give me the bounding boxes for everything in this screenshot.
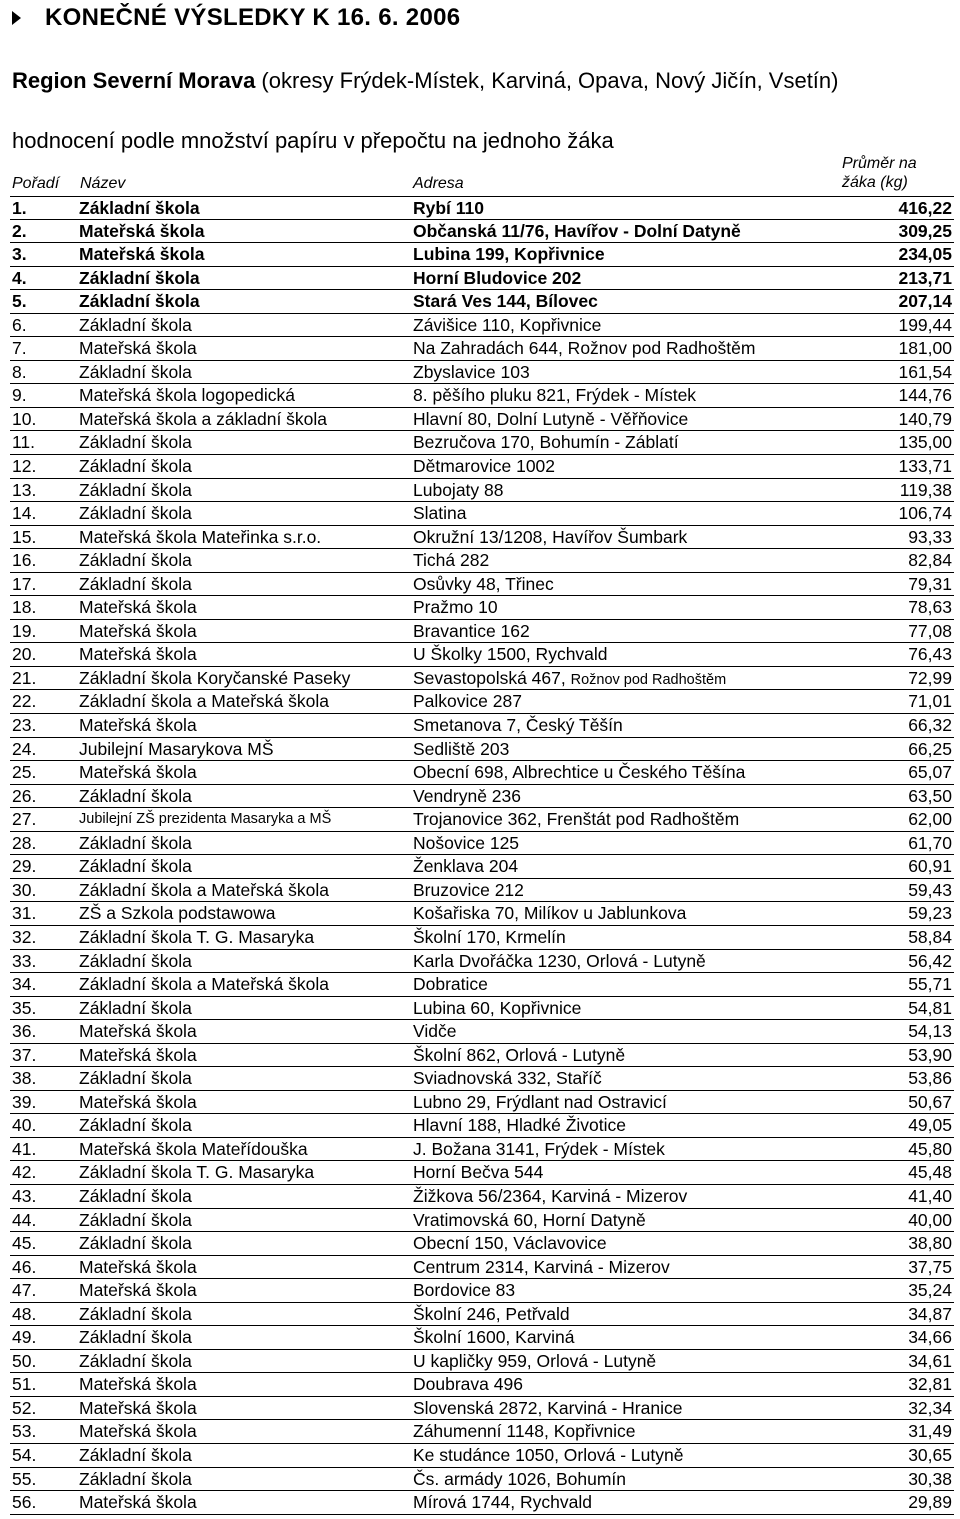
cell-rank: 36. [12,1021,37,1042]
cell-rank: 14. [12,503,37,524]
cell-average: 207,14 [898,291,952,312]
table-row [10,1209,954,1233]
cell-name: Základní škola [79,291,200,312]
cell-address: Slovenská 2872, Karviná - Hranice [413,1397,683,1418]
cell-name: Mateřská škola [79,1044,197,1065]
cell-name: Základní škola a Mateřská škola [79,691,329,712]
table-row [10,643,954,667]
cell-rank: 54. [12,1444,37,1465]
cell-name: Mateřská škola [79,1256,197,1277]
table-row [10,290,954,314]
cell-average: 53,90 [908,1044,952,1065]
cell-name: Mateřská škola [79,1397,197,1418]
cell-rank: 9. [12,385,27,406]
cell-rank: 11. [12,432,36,453]
table-row [10,1091,954,1115]
cell-rank: 34. [12,974,37,995]
table-row [10,431,954,455]
cell-address: Palkovice 287 [413,691,522,712]
cell-name: Mateřská škola [79,244,205,265]
cell-address: Školní 1600, Karviná [413,1327,575,1348]
cell-name: Základní škola [79,198,200,218]
cell-address [413,667,726,691]
cell-rank: 12. [12,456,37,477]
cell-address-part: Sevastopolská 467, [413,667,571,688]
cell-name: Základní škola [79,361,192,382]
cell-address: Školní 246, Petřvald [413,1303,570,1324]
table-row [10,1232,954,1256]
cell-average: 78,63 [908,597,952,618]
cell-average: 133,71 [898,456,952,477]
cell-average: 50,67 [908,1091,952,1112]
cell-name: Základní škola T. G. Masaryka [79,926,315,947]
cell-average: 31,49 [908,1421,952,1442]
cell-average: 32,34 [908,1397,952,1418]
cell-name: Základní škola a Mateřská škola [79,879,329,900]
cell-name: Základní škola [79,1327,192,1348]
cell-rank: 13. [12,479,37,500]
cell-name: Základní škola [79,479,192,500]
cell-address: Lubno 29, Frýdlant nad Ostravicí [413,1091,667,1112]
cell-average: 34,61 [908,1350,952,1371]
cell-address: Občanská 11/76, Havířov - Dolní Datyně [413,220,741,241]
table-header [0,150,960,196]
cell-rank: 5. [12,291,27,312]
cell-average: 29,89 [908,1492,952,1513]
table-row [10,1185,954,1209]
table-row [10,1468,954,1492]
table-row [10,832,954,856]
cell-average: 82,84 [908,550,952,571]
cell-address: Hlavní 80, Dolní Lutyně - Věřňovice [413,408,689,429]
cell-rank: 51. [12,1374,37,1395]
cell-average: 45,48 [908,1162,952,1183]
cell-address: Okružní 13/1208, Havířov Šumbark [413,526,688,547]
cell-average: 54,13 [908,1021,952,1042]
cell-address: Školní 862, Orlová - Lutyně [413,1044,626,1065]
region-districts: (okresy Frýdek-Místek, Karviná, Opava, Nový Jičín, Vsetín) [255,68,839,93]
cell-average: 56,42 [908,950,952,971]
cell-rank: 10. [12,408,37,429]
table-row [10,1397,954,1421]
cell-average: 58,84 [908,926,952,947]
cell-rank: 44. [12,1209,37,1230]
table-row [10,243,954,267]
cell-average: 60,91 [908,856,952,877]
cell-average: 38,80 [908,1233,952,1254]
cell-rank: 1. [12,198,27,218]
cell-name: Mateřská škola [79,620,197,641]
cell-name: Mateřská škola [79,1091,197,1112]
cell-address: Karla Dvořáčka 1230, Orlová - Lutyně [413,950,706,971]
cell-rank: 38. [12,1068,37,1089]
cell-average: 199,44 [898,314,952,335]
cell-address: Vratimovská 60, Horní Datyně [413,1209,646,1230]
cell-address: Centrum 2314, Karviná - Mizerov [413,1256,670,1277]
cell-name: Základní škola [79,1303,192,1324]
cell-average: 71,01 [908,691,952,712]
cell-average: 76,43 [908,644,952,665]
cell-rank: 47. [12,1280,37,1301]
cell-average: 30,38 [908,1468,952,1489]
table-row [10,196,954,220]
table-row [10,408,954,432]
table-row [10,808,954,832]
cell-name: Mateřská škola a základní škola [79,408,328,429]
cell-average: 66,25 [908,738,952,759]
cell-rank: 25. [12,762,37,783]
table-row [10,502,954,526]
table-row [10,973,954,997]
cell-address: Horní Bečva 544 [413,1162,544,1183]
cell-average: 65,07 [908,762,952,783]
cell-name: Základní škola [79,456,192,477]
cell-rank: 56. [12,1492,37,1513]
cell-rank: 55. [12,1468,37,1489]
cell-average: 41,40 [908,1185,952,1206]
cell-rank: 7. [12,338,27,359]
cell-average: 55,71 [908,974,952,995]
table-row [10,1256,954,1280]
cell-rank: 40. [12,1115,37,1136]
cell-address: Tichá 282 [413,550,490,571]
cell-name: Základní škola [79,550,192,571]
cell-address: Lubojaty 88 [413,479,504,500]
cell-address: Vidče [413,1021,457,1042]
cell-address: Žižkova 56/2364, Karviná - Mizerov [413,1185,688,1206]
cell-rank: 30. [12,879,37,900]
table-row [10,384,954,408]
cell-address: U Školky 1500, Rychvald [413,644,608,665]
cell-address: Košařiska 70, Milíkov u Jablunkova [413,903,687,924]
cell-name: Základní škola [79,997,192,1018]
cell-name: Základní škola [79,267,200,288]
cell-address: Zbyslavice 103 [413,361,530,382]
cell-name: Základní škola [79,1468,192,1489]
table-row [10,220,954,244]
cell-name: Jubilejní Masarykova MŠ [79,738,274,759]
cell-name: Mateřská škola [79,220,205,241]
cell-rank: 19. [12,620,37,641]
table-row [10,1373,954,1397]
cell-average: 106,74 [898,503,952,524]
cell-address: Hlavní 188, Hladké Životice [413,1115,627,1136]
table-row [10,314,954,338]
cell-rank: 6. [12,314,27,335]
table-row [10,526,954,550]
cell-address: Pražmo 10 [413,597,498,618]
table-row [10,596,954,620]
cell-address: Bruzovice 212 [413,879,524,900]
results-table [10,196,954,1515]
cell-address: Bezručova 170, Bohumín - Záblatí [413,432,679,453]
table-row [10,1326,954,1350]
cell-address: Dobratice [413,974,488,995]
table-row [10,455,954,479]
cell-name: Mateřská škola [79,644,197,665]
cell-rank: 16. [12,550,37,571]
cell-address: Doubrava 496 [413,1374,523,1395]
table-row [10,1350,954,1374]
cell-rank: 2. [12,220,27,241]
cell-average: 30,65 [908,1444,952,1465]
cell-address: Lubina 199, Kopřivnice [413,244,605,265]
cell-rank: 43. [12,1185,37,1206]
cell-address: Osůvky 48, Třinec [413,573,554,594]
cell-address: Vendryně 236 [413,785,522,806]
cell-average: 54,81 [908,997,952,1018]
cell-name: Mateřská škola Mateřinka s.r.o. [79,526,322,547]
cell-name: Mateřská škola [79,1374,197,1395]
cell-name: Základní škola [79,1350,192,1371]
cell-average: 59,23 [908,903,952,924]
cell-name: Jubilejní ZŠ prezidenta Masaryka a MŠ [79,811,332,828]
cell-average: 119,38 [899,479,952,500]
page-title: KONEČNÉ VÝSLEDKY K 16. 6. 2006 [45,4,461,31]
table-row [10,714,954,738]
cell-address: Obecní 150, Václavovice [413,1233,607,1254]
cell-name: Mateřská škola [79,1280,197,1301]
cell-average: 45,80 [908,1138,952,1159]
cell-address: Lubina 60, Kopřivnice [413,997,582,1018]
cell-address: Horní Bludovice 202 [413,267,582,288]
header-average: Průměr na žáka (kg) [842,155,917,191]
table-row [10,1444,954,1468]
cell-rank: 41. [12,1138,37,1159]
cell-address: Trojanovice 362, Frenštát pod Radhoštěm [413,809,740,830]
cell-name: Základní škola [79,1233,192,1254]
table-row [10,997,954,1021]
bullet-triangle-icon [12,11,21,25]
cell-name: Mateřská škola [79,1421,197,1442]
cell-average: 161,54 [898,361,952,382]
cell-name: Základní škola [79,1115,192,1136]
table-row [10,479,954,503]
cell-address: Obecní 698, Albrechtice u Českého Těšína [413,762,746,783]
table-row [10,690,954,714]
cell-name: Základní škola T. G. Masaryka [79,1162,315,1183]
cell-name: Základní škola [79,503,192,524]
cell-name: Základní škola [79,1185,192,1206]
cell-rank: 17. [12,573,37,594]
cell-address: Ženklava 204 [413,856,519,877]
cell-rank: 32. [12,926,37,947]
cell-address: J. Božana 3141, Frýdek - Místek [413,1138,665,1159]
table-row [10,1044,954,1068]
table-row [10,667,954,691]
cell-name: Mateřská škola [79,1492,197,1513]
cell-rank: 31. [12,903,37,924]
cell-rank: 8. [12,361,27,382]
cell-rank: 4. [12,267,27,288]
table-row [10,1491,954,1515]
cell-rank: 21. [12,667,37,688]
cell-address: Sviadnovská 332, Staříč [413,1068,602,1089]
cell-name: Mateřská škola Mateřídouška [79,1138,308,1159]
title-row [8,2,460,34]
cell-address: Mírová 1744, Rychvald [413,1492,592,1513]
table-row [10,1161,954,1185]
header-rank: Pořadí [12,175,60,192]
cell-rank: 45. [12,1233,37,1254]
cell-name: Základní škola [79,856,192,877]
cell-name: Mateřská škola [79,338,197,359]
cell-rank: 42. [12,1162,37,1183]
cell-address: Sedliště 203 [413,738,510,759]
cell-average: 144,76 [898,385,952,406]
cell-address: Čs. armády 1026, Bohumín [413,1468,627,1489]
cell-address: Bravantice 162 [413,620,530,641]
cell-average: 49,05 [908,1115,952,1136]
cell-rank: 26. [12,785,37,806]
cell-address: Stará Ves 144, Bílovec [413,291,598,312]
cell-address: Školní 170, Krmelín [413,926,566,947]
cell-name: Mateřská škola [79,715,197,736]
cell-name: Základní škola a Mateřská škola [79,974,329,995]
cell-average: 213,71 [898,267,952,288]
cell-address: Nošovice 125 [413,832,520,853]
cell-rank: 52. [12,1397,37,1418]
cell-rank: 33. [12,950,37,971]
cell-address: Rybí 110 [413,198,485,218]
cell-rank: 39. [12,1091,37,1112]
cell-average: 62,00 [908,809,952,830]
cell-address: Smetanova 7, Český Těšín [413,715,623,736]
cell-rank: 15. [12,526,37,547]
cell-rank: 23. [12,715,37,736]
cell-average: 416,22 [898,198,952,218]
table-row [10,855,954,879]
cell-address: Ke studánce 1050, Orlová - Lutyně [413,1444,684,1465]
header-address: Adresa [413,175,464,192]
cell-address: Slatina [413,503,467,524]
cell-name: Základní škola [79,432,192,453]
table-row [10,337,954,361]
cell-average: 135,00 [898,432,952,453]
region-line [12,68,838,94]
cell-rank: 53. [12,1421,37,1442]
table-row [10,1114,954,1138]
table-row [10,1020,954,1044]
cell-average: 77,08 [908,620,952,641]
cell-average: 309,25 [898,220,952,241]
cell-average: 37,75 [908,1256,952,1277]
table-row [10,785,954,809]
criteria-line: hodnocení podle množství papíru v přepočtu na jednoho žáka [12,128,614,153]
cell-average: 79,31 [908,573,952,594]
cell-average: 181,00 [898,338,952,359]
cell-address: Závišice 110, Kopřivnice [413,314,602,335]
cell-name: Mateřská škola [79,1021,197,1042]
cell-average: 40,00 [908,1209,952,1230]
cell-rank: 18. [12,597,37,618]
cell-rank: 22. [12,691,37,712]
cell-average: 61,70 [908,832,952,853]
cell-rank: 49. [12,1327,37,1348]
cell-name: Základní škola [79,832,192,853]
table-row [10,1138,954,1162]
cell-address: Dětmarovice 1002 [413,456,556,477]
cell-average: 53,86 [908,1068,952,1089]
table-row [10,1303,954,1327]
cell-address-city: Rožnov pod Radhoštěm [570,671,727,688]
cell-address: Záhumenní 1148, Kopřivnice [413,1421,636,1442]
cell-average: 32,81 [908,1374,952,1395]
cell-average: 35,24 [908,1280,952,1301]
cell-name: ZŠ a Szkola podstawowa [79,903,276,924]
cell-average: 66,32 [908,715,952,736]
table-row [10,879,954,903]
table-row [10,1279,954,1303]
cell-name: Základní škola [79,1209,192,1230]
cell-rank: 48. [12,1303,37,1324]
cell-address: Na Zahradách 644, Rožnov pod Radhoštěm [413,338,756,359]
cell-rank: 3. [12,244,27,265]
table-row [10,761,954,785]
cell-average: 63,50 [908,785,952,806]
cell-rank: 46. [12,1256,37,1277]
cell-name: Základní škola [79,1444,192,1465]
header-name: Název [80,175,126,192]
cell-name: Základní škola [79,785,192,806]
cell-name: Základní škola [79,950,192,971]
table-row [10,620,954,644]
cell-average: 140,79 [898,408,952,429]
table-row [10,950,954,974]
table-row [10,361,954,385]
table-row [10,573,954,597]
cell-name: Základní škola [79,1068,192,1089]
table-row [10,902,954,926]
cell-rank: 24. [12,738,37,759]
cell-rank: 50. [12,1350,37,1371]
cell-address: Bordovice 83 [413,1280,516,1301]
table-row [10,549,954,573]
table-row [10,926,954,950]
cell-name: Základní škola Koryčanské Paseky [79,667,351,688]
cell-rank: 35. [12,997,37,1018]
cell-average: 234,05 [898,244,952,265]
cell-average: 59,43 [908,879,952,900]
cell-rank: 29. [12,856,37,877]
table-row [10,1067,954,1091]
cell-rank: 28. [12,832,37,853]
table-row [10,738,954,762]
cell-average: 72,99 [908,667,952,688]
cell-address: 8. pěšího pluku 821, Frýdek - Místek [413,385,697,406]
cell-name: Mateřská škola logopedická [79,385,295,406]
cell-average: 93,33 [908,526,952,547]
cell-rank: 37. [12,1044,37,1065]
table-row [10,1420,954,1444]
cell-name: Mateřská škola [79,762,197,783]
region-name: Region Severní Morava [12,68,256,93]
cell-average: 34,66 [908,1327,952,1348]
cell-rank: 20. [12,644,37,665]
cell-average: 34,87 [908,1303,952,1324]
cell-rank: 27. [12,809,37,830]
cell-name: Základní škola [79,314,192,335]
cell-name: Mateřská škola [79,597,197,618]
cell-address: U kapličky 959, Orlová - Lutyně [413,1350,657,1371]
cell-name: Základní škola [79,573,192,594]
table-row [10,267,954,291]
